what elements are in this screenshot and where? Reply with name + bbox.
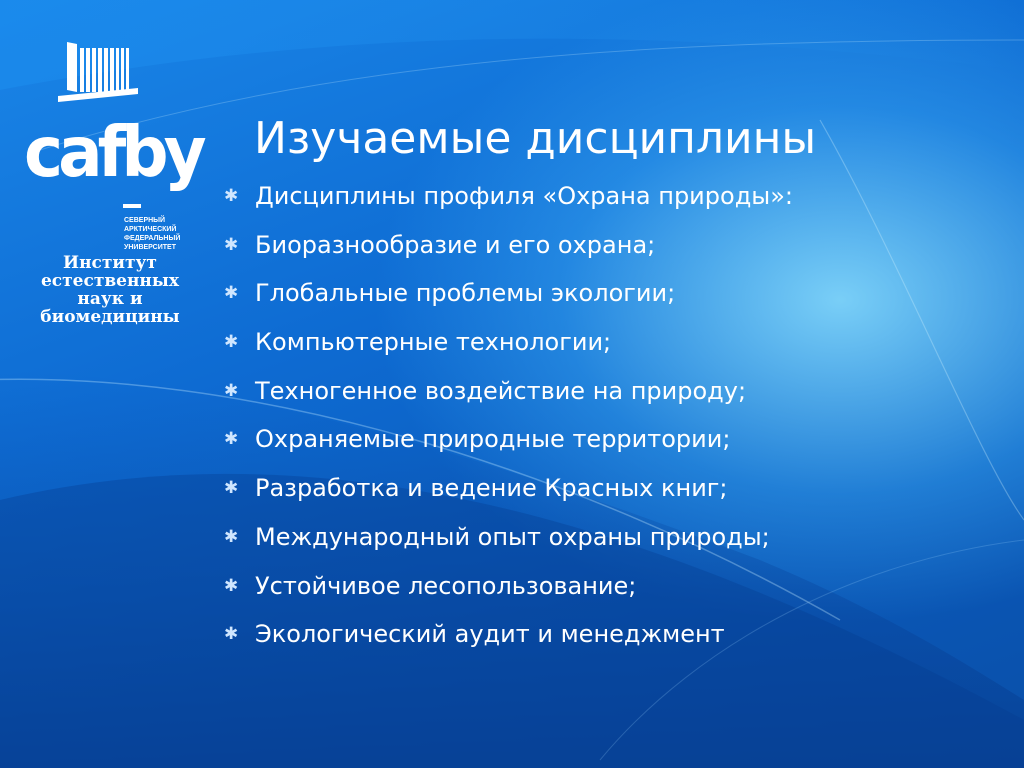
institute-line: наук и [77,289,143,309]
list-item-text: Устойчивое лесопользование; [255,571,637,600]
list-item-text: Охраняемые природные территории; [255,425,731,454]
list-item-text: Экологический аудит и менеджмент [255,620,725,649]
logo-wordmark: cafby [24,112,202,193]
logo-university-name [124,216,204,252]
institute-line: естественных [40,271,180,291]
logo-line: СЕВЕРНЫЙ [124,217,166,224]
logo-line: УНИВЕРСИТЕТ [124,244,176,251]
bullet-icon: ✱ [224,624,239,645]
logo-dash [123,204,141,208]
logo-line: ФЕДЕРАЛЬНЫЙ [124,235,181,242]
bullet-icon: ✱ [224,575,239,596]
bullet-icon: ✱ [224,332,239,353]
logo-line: АРКТИЧЕСКИЙ [124,226,177,233]
list-item-text: Биоразнообразие и его охрана; [255,230,656,259]
list-item-text: Разработка и ведение Красных книг; [255,474,728,503]
list-item-text: Глобальные проблемы экологии; [255,279,676,308]
bullet-icon: ✱ [224,283,239,304]
bullet-icon: ✱ [224,380,239,401]
bullet-icon: ✱ [224,478,239,499]
institute-line: биомедицины [40,307,180,327]
slide-title: Изучаемые дисциплины [254,113,817,165]
university-logo [20,40,202,251]
institute-name [25,254,195,326]
list-item-text: Дисциплины профиля «Охрана природы»: [255,182,794,210]
list-item-text: Международный опыт охраны природы; [255,522,770,551]
list-item-text: Техногенное воздействие на природу; [255,376,747,405]
institute-line: Институт [63,253,157,273]
bullet-icon: ✱ [224,234,239,255]
bullet-icon: ✱ [224,526,239,547]
bullet-icon: ✱ [224,429,239,450]
bullet-icon: ✱ [224,186,239,206]
list-item-text: Компьютерные технологии; [255,328,612,357]
